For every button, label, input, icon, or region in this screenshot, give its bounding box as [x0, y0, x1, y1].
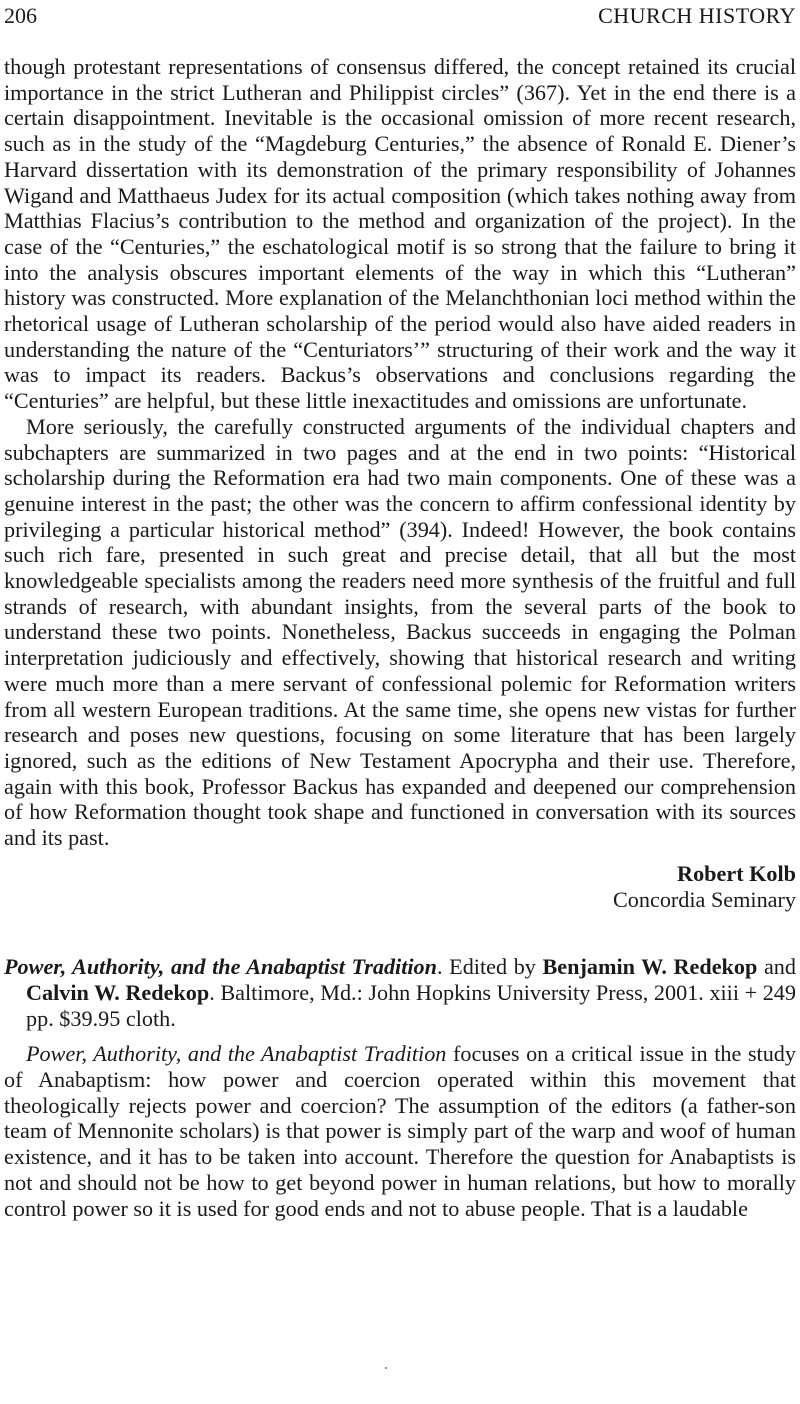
- reviewer-name: Robert Kolb: [677, 860, 796, 886]
- page-number: 206: [4, 3, 37, 28]
- book-title: Power, Authority, and the Anabaptist Tradition: [4, 954, 437, 980]
- running-header: [4, 2, 796, 30]
- review2-body-text: focuses on a critical issue in the study of Anabaptism: how power and coercion operated within this movement that theologically rejects power and coercion? The assumption of the editors (a father-son team of Mennonite scholars) is that power is simply part of the warp and woof of human existence, and it has to be taken into account. Therefore the question for Anabaptists is not and should not be how to get beyond power in human relations, but how to morally control power so it is used for good ends and not to abuse people. That is a laudable: [4, 1041, 796, 1221]
- publication-info: . Baltimore, Md.: John Hopkins University Press, 2001. xiii + 249 pp. $39.95 cloth.: [26, 979, 796, 1031]
- review1-paragraph-2: More seriously, the carefully constructed arguments of the individual chapters and subchapters are summarized in two pages and at the end in two points: “Historical scholarship during the Reformation era had two main components. One of these was a genuine interest in the past; the other was the concern to affirm confessional identity by privileging a particular historical method” (394). Indeed! However, the book contains such rich fare, presented in such great and precise detail, that all but the most knowledgeable specialists among the readers need more synthesis of the fruitful and full strands of research, with abundant insights, from the several parts of the book to understand these two points. Nonetheless, Backus succeeds in engaging the Polman interpretation judiciously and effectively, showing that historical research and writing were much more than a mere servant of confessional polemic for Reformation writers from all western European traditions. At the same time, she opens new vistas for further research and poses new questions, focusing on some literature that has been largely ignored, such as the editions of New Testament Apocrypha and their use. Therefore, again with this book, Professor Backus has expanded and deepened our comprehension of how Reformation thought took shape and functioned in conversation with its sources and its past.: [4, 413, 796, 851]
- editor-2: Calvin W. Redekop: [26, 979, 210, 1005]
- edited-by: . Edited by: [436, 954, 543, 980]
- editor-and: and: [757, 954, 796, 980]
- editor-1: Benjamin W. Redekop: [542, 954, 758, 980]
- running-title: CHURCH HISTORY: [598, 3, 796, 28]
- review2-paragraph-1: [4, 1041, 796, 1221]
- review1-paragraph-1: though protestant representations of consensus differed, the concept retained its crucial importance in the strict Lutheran and Philippist circles” (367). Yet in the end there is a certain disappointment. Inevitable is the occasional omission of more recent research, such as in the study of the “Magdeburg Centuries,” the absence of Ronald E. Diener’s Harvard dissertation with its demonstration of the primary responsibility of Johannes Wigand and Matthaeus Judex for its actual composition (which takes nothing away from Matthias Flacius’s contribution to the method and organization of the project). In the case of the “Centuries,” the eschatological motif is so strong that the failure to bring it into the analysis obscures important elements of the way in which this “Lutheran” history was constructed. More explanation of the Melanchthonian loci method within the rhetorical usage of Lutheran scholarship of the period would also have aided readers in understanding the nature of the “Centuriators’” structuring of their work and the way it was to impact its readers. Backus’s observations and conclusions regarding the “Centuries” are helpful, but these little inexactitudes and omissions are unfortunate.: [4, 54, 796, 414]
- body-book-title: Power, Authority, and the Anabaptist Tradition: [26, 1041, 447, 1067]
- book-citation: [4, 954, 796, 1031]
- reviewer-affiliation: Concordia Seminary: [612, 886, 796, 912]
- page-body: [4, 54, 796, 1221]
- scan-speck: [385, 1367, 387, 1369]
